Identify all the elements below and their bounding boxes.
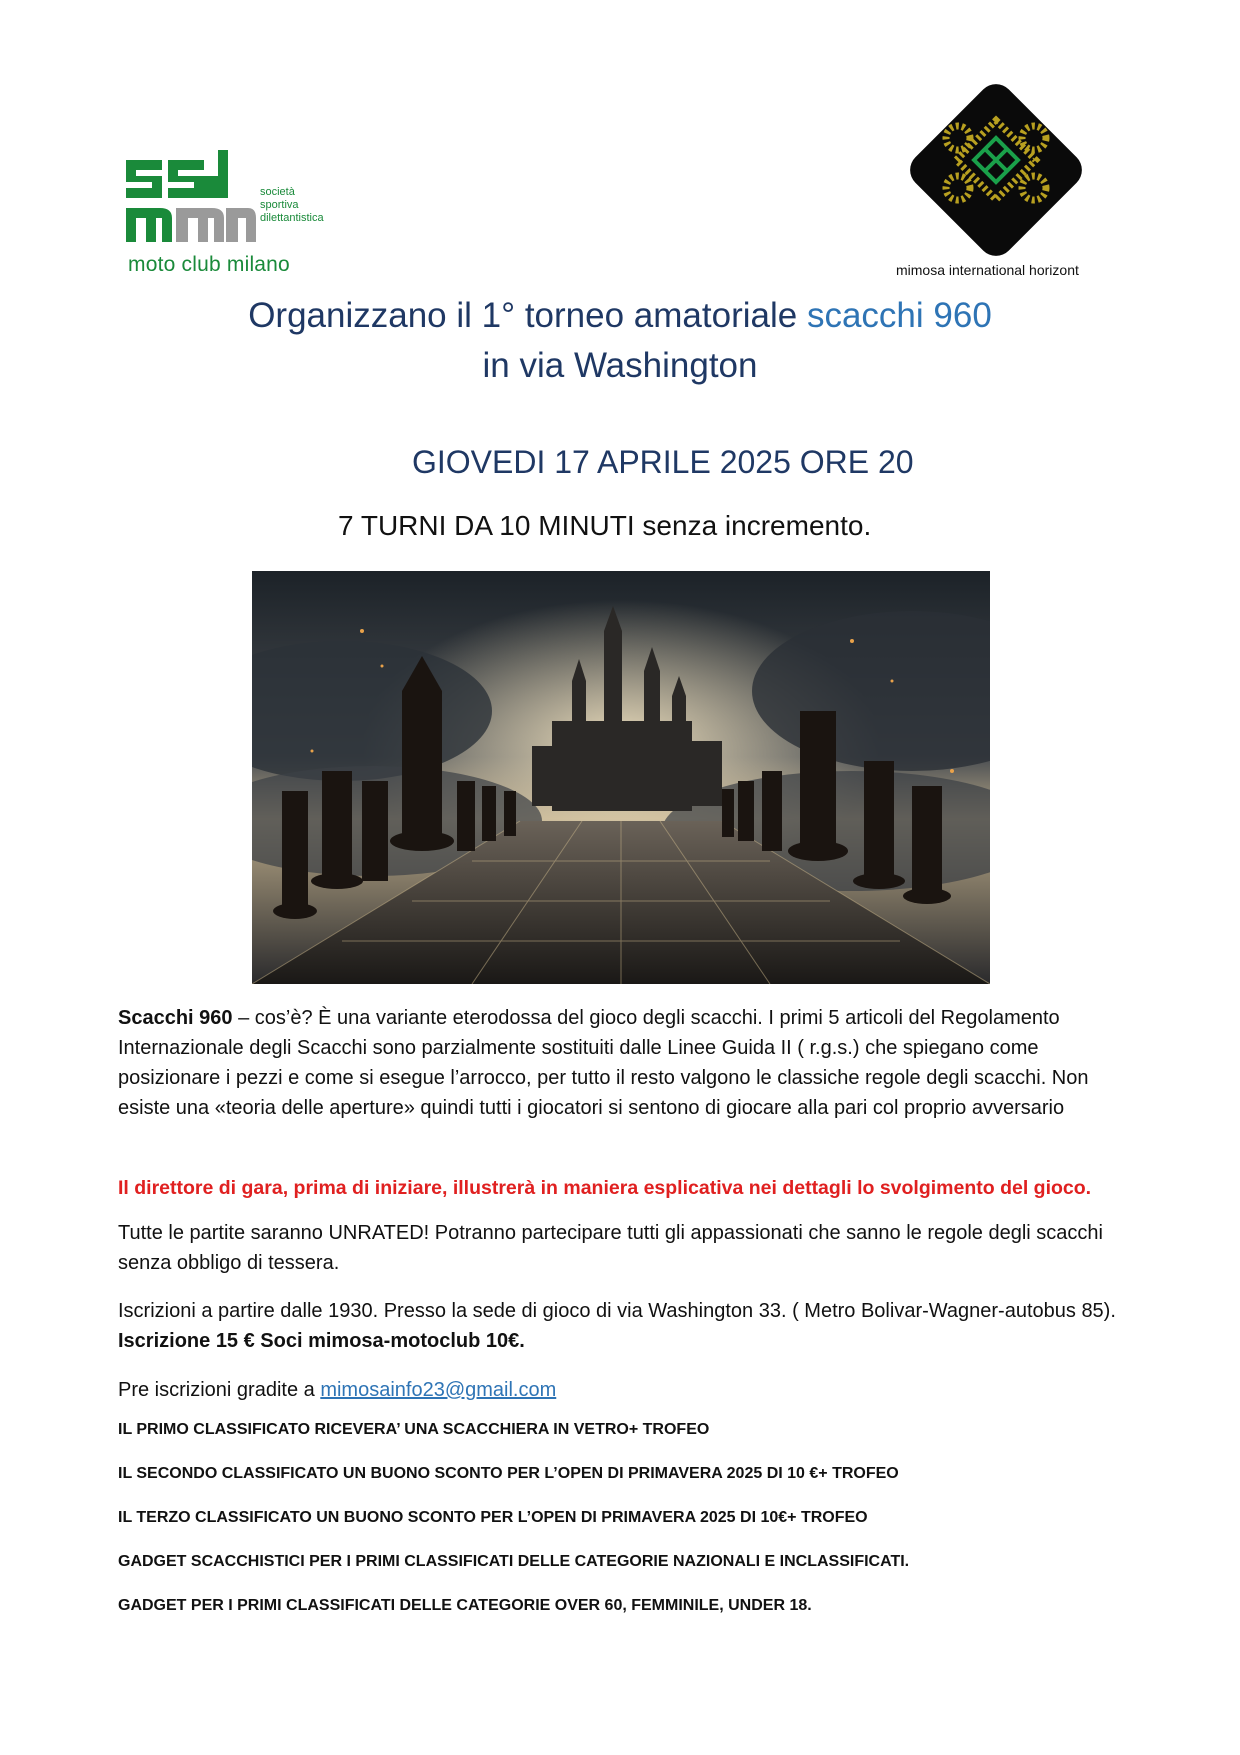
prize-line: IL SECONDO CLASSIFICATO UN BUONO SCONTO PER L’OPEN DI PRIMAVERA 2025 DI 10 €+ TROFEO bbox=[118, 1465, 899, 1482]
mimosa-caption: mimosa international horizont bbox=[896, 262, 1079, 278]
intro-text: – cos’è? È una variante eterodossa del gioco degli scacchi. I primi 5 articoli del Regolamento Internazionale degli Scacchi sono parzialmente sostituiti dalle Linee Guida II ( r.g.s.) che spiegano come posizionare i pezzi e come si esegue l’arrocco, per tutto il resto valgono le classiche regole degli scacchi. Non esiste una «teoria delle aperture» quindi tutti i giocatori si sentono di giocare alla pari col proprio avversario bbox=[118, 1007, 1089, 1119]
headline-accent: scacchi 960 bbox=[806, 296, 992, 335]
preregistration-paragraph bbox=[118, 1375, 1128, 1405]
intro-paragraph bbox=[118, 1003, 1128, 1123]
registration-paragraph bbox=[118, 1296, 1128, 1356]
headline-prefix: Organizzano il 1° torneo amatoriale bbox=[248, 296, 807, 335]
ssdmm-mark-icon bbox=[122, 150, 257, 262]
headline-line-2: in via Washington bbox=[482, 346, 758, 385]
club-name: moto club milano bbox=[128, 253, 290, 276]
descriptor-line: dilettantistica bbox=[260, 212, 324, 224]
chess-scene-illustration bbox=[252, 571, 990, 984]
moto-club-milano-logo bbox=[122, 150, 344, 286]
event-date: GIOVEDI 17 APRILE 2025 ORE 20 bbox=[412, 444, 914, 480]
event-turns: 7 TURNI DA 10 MINUTI senza incremento. bbox=[338, 510, 872, 541]
email-link[interactable]: mimosainfo23@gmail.com bbox=[320, 1379, 557, 1401]
mimosa-logo bbox=[896, 80, 1106, 280]
preregistration-text: Pre iscrizioni gradite a bbox=[118, 1379, 321, 1401]
descriptor-line: società bbox=[260, 186, 295, 198]
prize-line: IL TERZO CLASSIFICATO UN BUONO SCONTO PER L’OPEN DI PRIMAVERA 2025 DI 10€+ TROFEO bbox=[118, 1509, 868, 1526]
descriptor-line: sportiva bbox=[260, 199, 299, 211]
endless-knot-icon bbox=[896, 80, 1096, 260]
chess-hero-image bbox=[252, 571, 990, 984]
intro-bold: Scacchi 960 bbox=[118, 1007, 233, 1029]
director-note: Il direttore di gara, prima di iniziare, illustrerà in maniera esplicativa nei dettagli lo svolgimento del gioco. bbox=[118, 1177, 1092, 1199]
club-descriptor bbox=[260, 186, 324, 225]
prize-line: GADGET SCACCHISTICI PER I PRIMI CLASSIFICATI DELLE CATEGORIE NAZIONALI E INCLASSIFICATI. bbox=[118, 1553, 910, 1570]
registration-text: Iscrizioni a partire dalle 1930. Presso la sede di gioco di via Washington 33. ( Metro Bolivar-Wagner-autobus 85). bbox=[118, 1300, 1116, 1322]
headline-line-1 bbox=[0, 296, 1240, 336]
prize-line: GADGET PER I PRIMI CLASSIFICATI DELLE CATEGORIE OVER 60, FEMMINILE, UNDER 18. bbox=[118, 1597, 812, 1614]
registration-fee: Iscrizione 15 € Soci mimosa-motoclub 10€. bbox=[118, 1330, 525, 1352]
unrated-paragraph: Tutte le partite saranno UNRATED! Potranno partecipare tutti gli appassionati che sanno le regole degli scacchi senza obbligo di tessera. bbox=[118, 1222, 1103, 1274]
prize-line: IL PRIMO CLASSIFICATO RICEVERA’ UNA SCACCHIERA IN VETRO+ TROFEO bbox=[118, 1421, 710, 1438]
